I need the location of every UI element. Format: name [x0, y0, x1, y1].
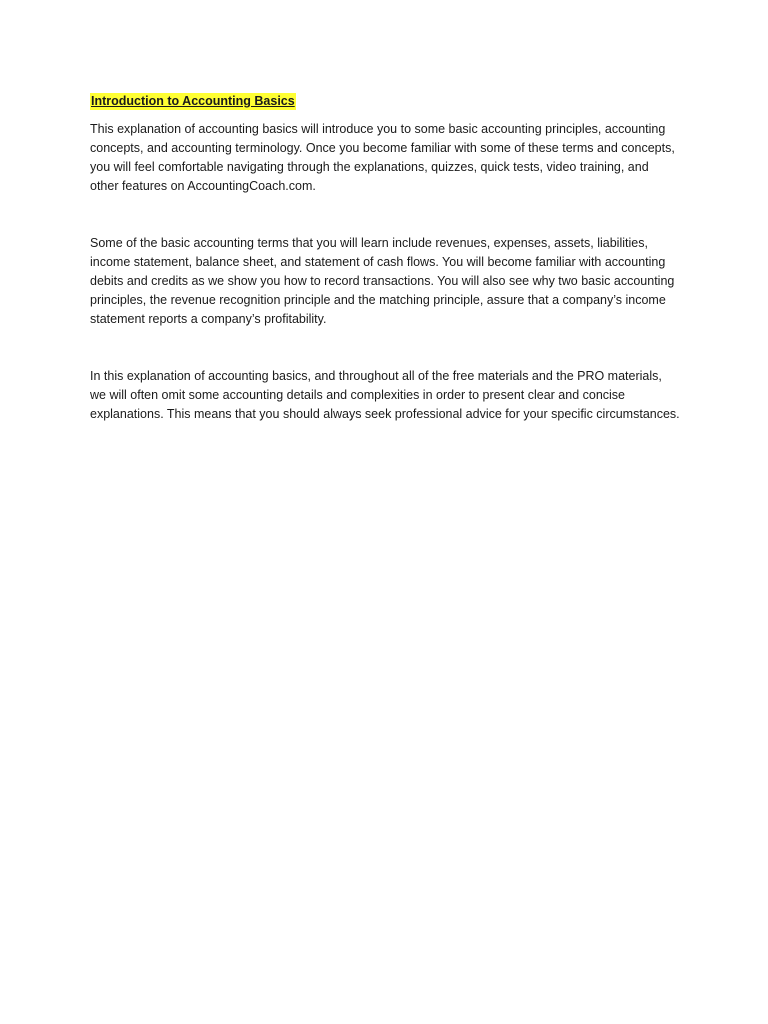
document-body — [90, 92, 680, 424]
paragraph-intro: This explanation of accounting basics will introduce you to some basic accounting principles, accounting concepts, and accounting terminology. Once you become familiar with some of these terms and concepts, you will feel comfortable navigating through the explanations, quizzes, quick tests, video training, and other features on AccountingCoach.com. — [90, 122, 675, 193]
document-title: Introduction to Accounting Basics — [91, 94, 295, 108]
paragraph-disclaimer: In this explanation of accounting basics, and throughout all of the free materials and the PRO materials, we will often omit some accounting details and complexities in order to present clear and concise explanations. This means that you should always seek professional advice for your specific circumstances. — [90, 369, 680, 421]
paragraph-terms: Some of the basic accounting terms that you will learn include revenues, expenses, assets, liabilities, income statement, balance sheet, and statement of cash flows. You will become familiar with accounting debits and credits as we show you how to record transactions. You will also see why two basic accounting principles, the revenue recognition principle and the matching principle, assure that a company’s income statement reports a company’s profitability. — [90, 236, 675, 326]
title-line — [90, 92, 680, 120]
